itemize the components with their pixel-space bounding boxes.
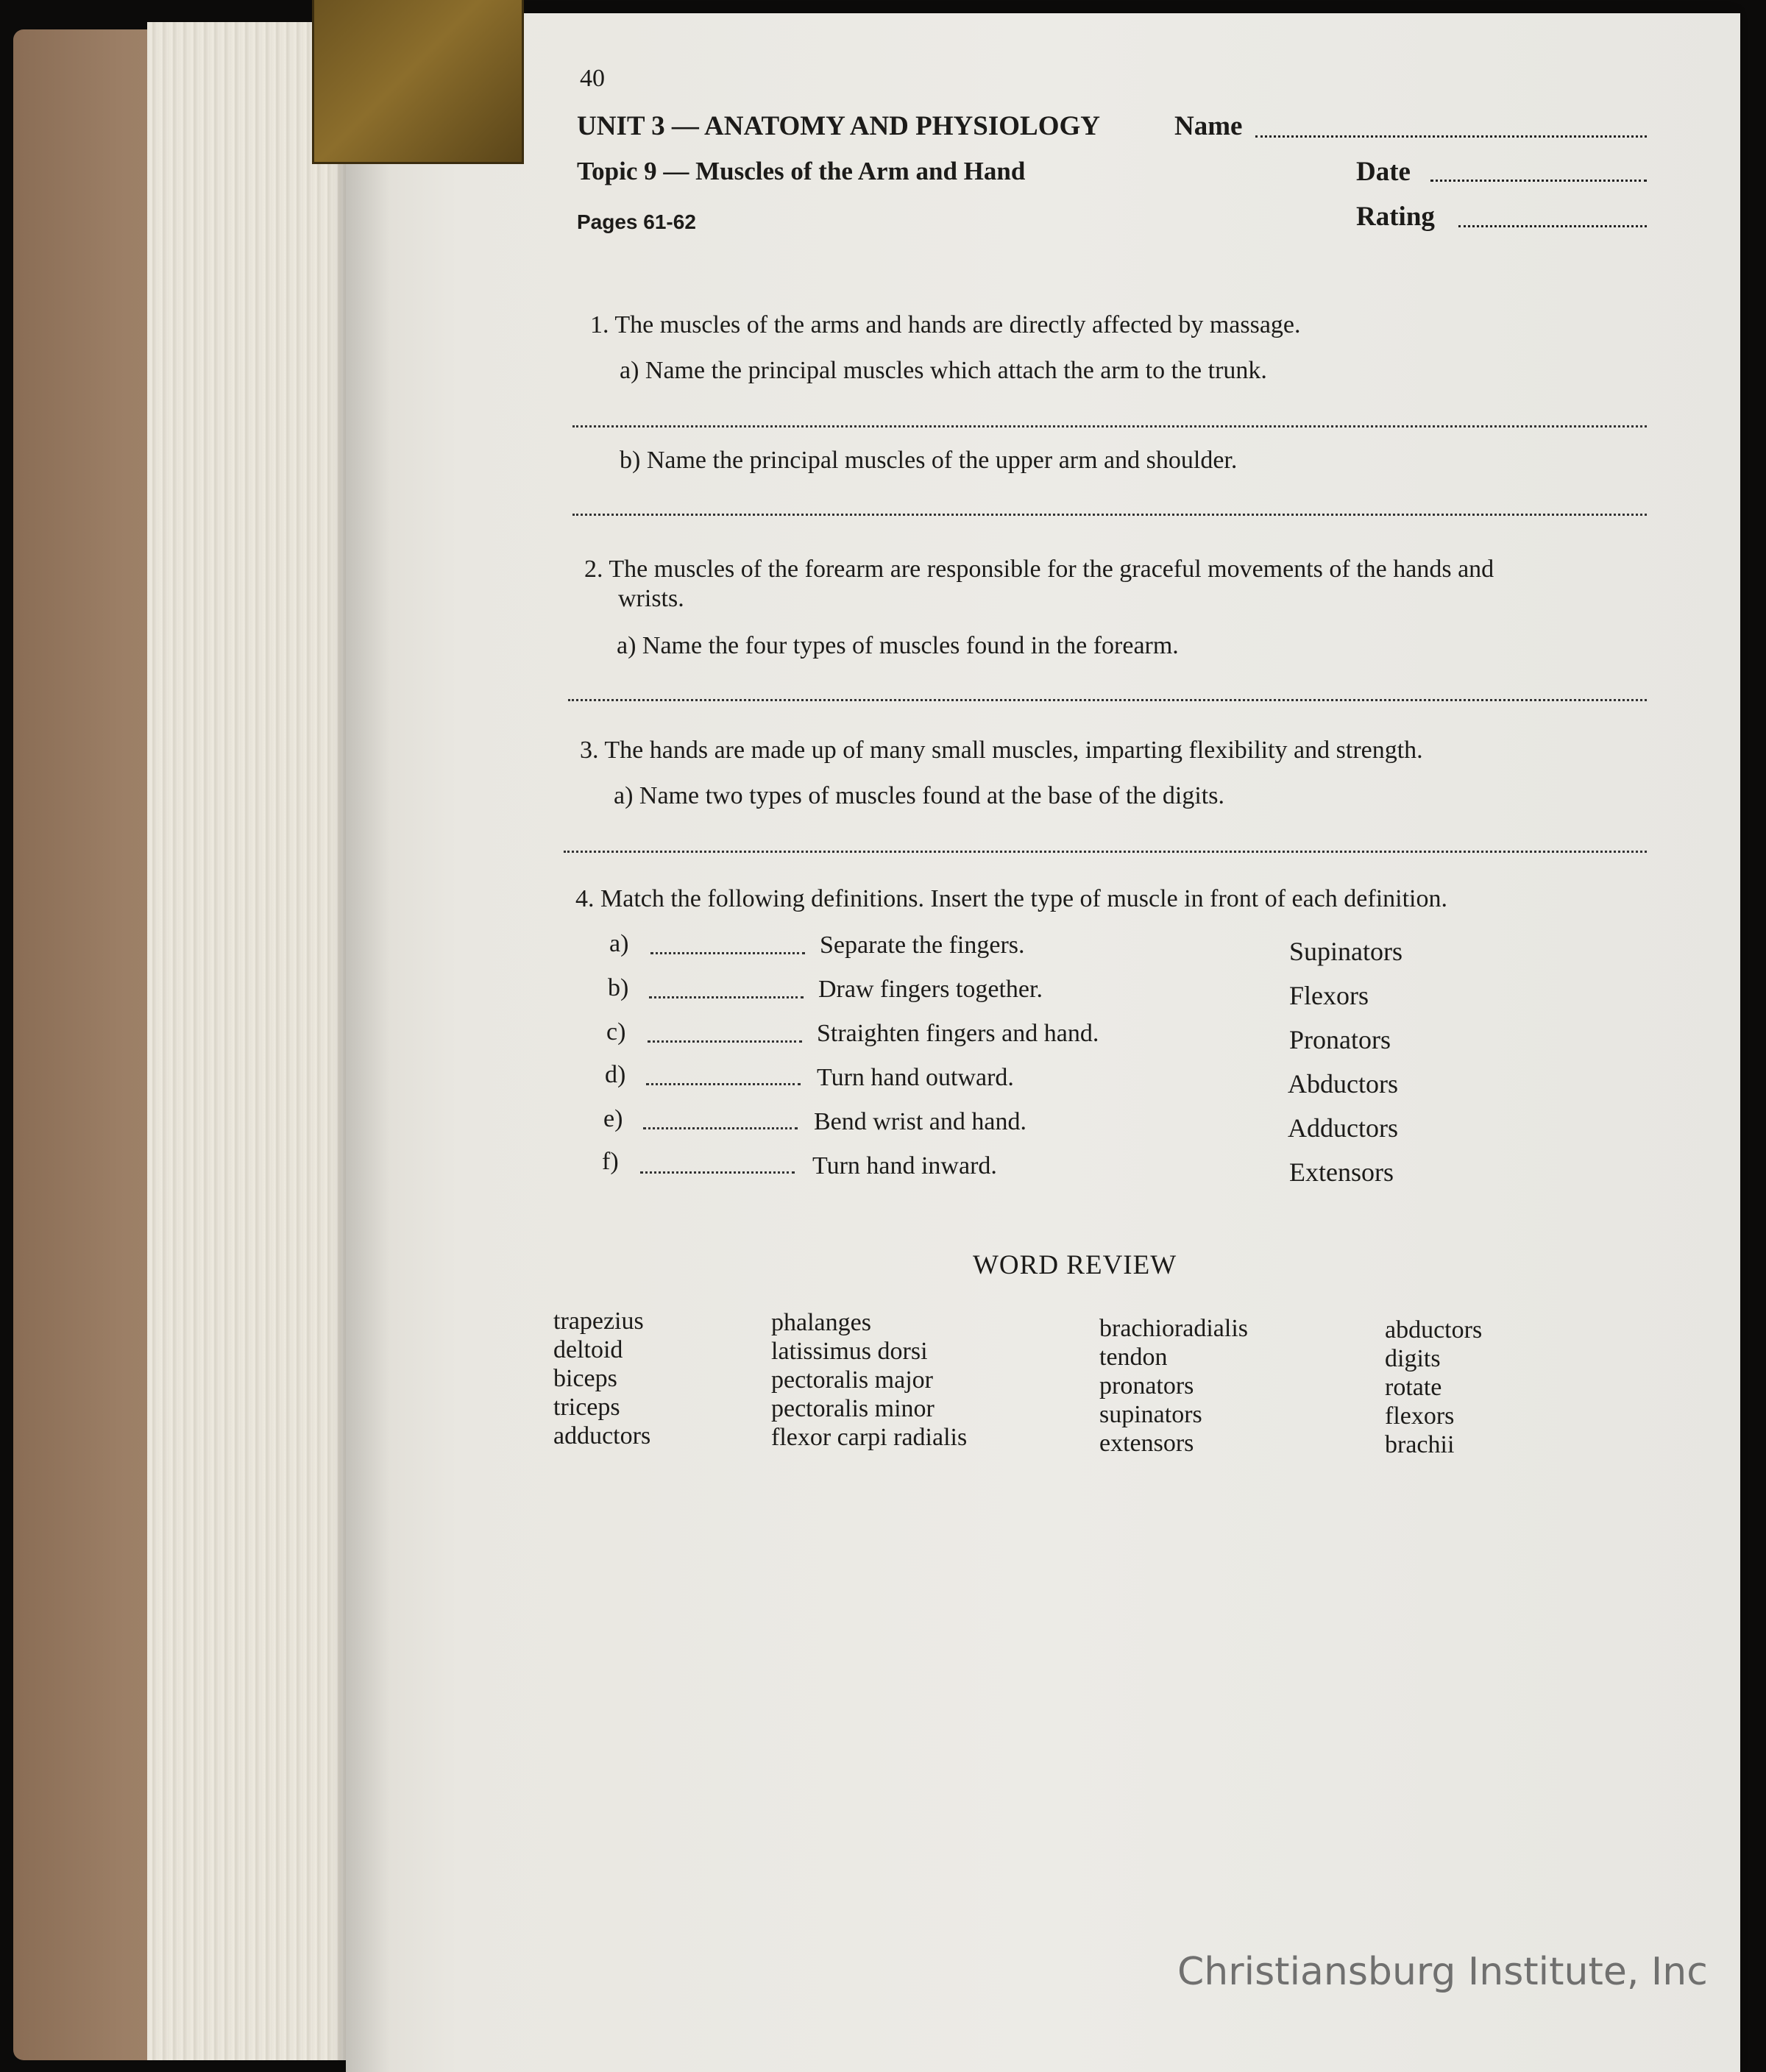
question-2a: a) Name the four types of muscles found in the forearm. (617, 632, 1179, 659)
name-label: Name (1174, 111, 1243, 141)
word-item: pectoralis minor (771, 1395, 935, 1422)
word-item: pectoralis major (771, 1366, 933, 1394)
match-letter: a) (609, 930, 629, 957)
word-item: triceps (553, 1394, 620, 1421)
word-item: adductors (553, 1422, 651, 1450)
match-definition: Turn hand outward. (817, 1064, 1014, 1091)
word-review-title: WORD REVIEW (973, 1250, 1177, 1280)
match-definition: Draw fingers together. (818, 976, 1043, 1003)
word-item: brachii (1385, 1431, 1455, 1458)
pages-reference: Pages 61-62 (577, 210, 696, 233)
word-column-2 (771, 1308, 967, 1452)
question-2: 2. The muscles of the forearm are responsible for the graceful movements of the hands and (584, 556, 1494, 583)
match-blank[interactable] (643, 1127, 798, 1129)
answer-line-1b[interactable] (572, 514, 1647, 516)
word-item: brachioradialis (1099, 1315, 1249, 1342)
unit-title: UNIT 3 — ANATOMY AND PHYSIOLOGY (577, 111, 1100, 141)
question-1a: a) Name the principal muscles which attach the arm to the trunk. (620, 357, 1267, 384)
gutter-shadow (346, 13, 390, 2072)
question-3a: a) Name two types of muscles found at the base of the digits. (614, 782, 1224, 809)
match-option: Adductors (1288, 1113, 1398, 1143)
word-item: latissimus dorsi (771, 1338, 928, 1365)
match-blank[interactable] (650, 952, 805, 954)
word-item: trapezius (553, 1308, 644, 1335)
match-definition: Turn hand inward. (812, 1152, 997, 1179)
match-option: Abductors (1288, 1069, 1398, 1099)
match-letter: b) (608, 974, 629, 1001)
match-definition: Bend wrist and hand. (814, 1108, 1026, 1135)
word-item: supinators (1099, 1401, 1202, 1428)
word-item: pronators (1099, 1372, 1194, 1399)
rating-label: Rating (1356, 202, 1435, 232)
word-item: biceps (553, 1365, 617, 1392)
word-item: flexors (1385, 1402, 1455, 1430)
watermark: Christiansburg Institute, Inc (1177, 1950, 1708, 1994)
question-3: 3. The hands are made up of many small muscles, imparting flexibility and strength. (580, 737, 1423, 764)
topic-title: Topic 9 — Muscles of the Arm and Hand (577, 157, 1026, 185)
question-4: 4. Match the following definitions. Insert the type of muscle in front of each definition. (575, 885, 1447, 912)
word-item: digits (1385, 1345, 1441, 1372)
page-number: 40 (580, 65, 605, 92)
date-field[interactable] (1430, 180, 1647, 182)
match-blank[interactable] (649, 996, 804, 998)
word-column-4 (1385, 1316, 1482, 1459)
name-field[interactable] (1255, 135, 1647, 138)
word-item: flexor carpi radialis (771, 1424, 968, 1451)
match-letter: e) (603, 1105, 623, 1132)
answer-line-3a[interactable] (564, 851, 1647, 853)
word-item: tendon (1099, 1344, 1168, 1371)
question-1: 1. The muscles of the arms and hands are directly affected by massage. (590, 311, 1301, 338)
match-definition: Separate the fingers. (820, 932, 1025, 959)
answer-line-1a[interactable] (572, 425, 1647, 427)
answer-line-2a[interactable] (568, 699, 1647, 701)
word-item: abductors (1385, 1316, 1483, 1344)
match-option: Pronators (1289, 1025, 1391, 1054)
word-item: rotate (1385, 1374, 1442, 1401)
word-item: phalanges (771, 1309, 871, 1336)
date-label: Date (1356, 157, 1411, 187)
binder-clip (312, 0, 524, 164)
match-blank[interactable] (640, 1171, 795, 1174)
match-option: Extensors (1289, 1157, 1394, 1187)
page-edges (147, 22, 368, 2060)
match-letter: d) (605, 1061, 626, 1088)
question-2-cont: wrists. (618, 585, 684, 612)
rating-field[interactable] (1458, 225, 1647, 227)
match-definition: Straighten fingers and hand. (817, 1020, 1099, 1047)
match-blank[interactable] (648, 1040, 802, 1043)
word-column-1 (553, 1307, 650, 1450)
word-item: deltoid (553, 1336, 623, 1363)
word-column-3 (1099, 1314, 1248, 1458)
match-option: Flexors (1289, 981, 1369, 1010)
word-item: extensors (1099, 1430, 1194, 1457)
match-blank[interactable] (646, 1083, 801, 1085)
match-option: Supinators (1289, 937, 1403, 966)
question-1b: b) Name the principal muscles of the upper arm and shoulder. (620, 447, 1238, 474)
match-letter: f) (602, 1148, 619, 1175)
match-letter: c) (606, 1018, 626, 1046)
